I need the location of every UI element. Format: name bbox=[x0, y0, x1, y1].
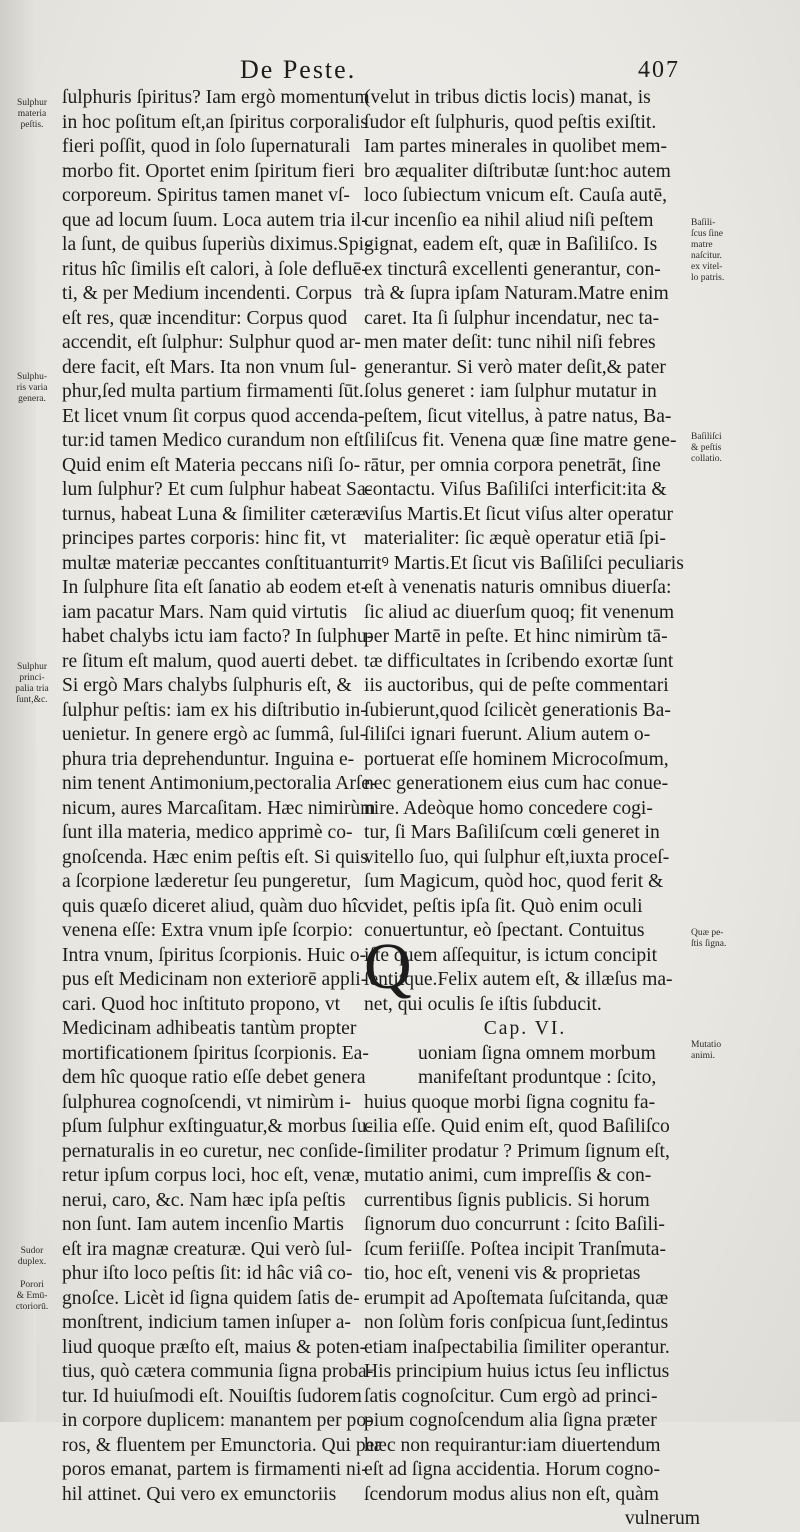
margin-note-left bbox=[6, 1246, 58, 1268]
text-line: ſolus generet : iam ſulphur mutatur in bbox=[364, 381, 657, 402]
text-line: per Martē in peſte. Et hinc nimirùm tā- bbox=[364, 626, 668, 647]
text-line: men mater deſit: tunc nihil niſi febres bbox=[364, 332, 656, 353]
text-line: principes partes corporis: hinc fit, vt bbox=[62, 528, 347, 549]
text-line: ſimiliter prodatur ? Primum ſignum eſt, bbox=[364, 1140, 670, 1162]
text-line: Medicinam adhibeatis tantùm propter bbox=[62, 1018, 357, 1039]
text-line: monſtrent, indicium tamen inſuper a- bbox=[62, 1312, 351, 1333]
text-line: poros emanat, partem is firmamenti ni- bbox=[62, 1459, 368, 1480]
text-line: phura tria deprehenduntur. Inguina e- bbox=[62, 748, 355, 770]
text-line: caret. Ita ſi ſulphur incendatur, nec ta- bbox=[364, 307, 660, 329]
text-line: liud quoque præſto eſt, maius & poten- bbox=[62, 1336, 367, 1358]
text-line: ſulphurea cognoſcendi, vt nimirùm i- bbox=[62, 1091, 351, 1113]
text-line: ti, & per Medium incendenti. Corpus bbox=[62, 283, 353, 304]
text-line: nire. Adeòque homo concedere cogi- bbox=[364, 797, 653, 819]
text-line: phur,ſed multa partium firmamenti ſūt. bbox=[62, 381, 364, 402]
text-line: contactu. Viſus Baſiliſci interficit:ita & bbox=[364, 479, 667, 500]
text-line: conuertuntur, eò ſpectant. Contuitus bbox=[364, 920, 645, 941]
text-line: Si ergò Mars chalybs ſulphuris eſt, & bbox=[62, 675, 352, 696]
text-line: vitello ſuo, qui ſulphur eſt,iuxta proceſ- bbox=[364, 846, 670, 868]
drop-cap-initial: Q bbox=[364, 930, 412, 1003]
catchword: vulnerum bbox=[624, 1508, 700, 1529]
text-line: cari. Quod hoc inſtituto propono, vt bbox=[62, 993, 341, 1015]
text-line: ritus hîc ſimilis eſt calori, à ſole defluē- bbox=[62, 258, 368, 280]
text-line: uoniam ſigna omnem morbum bbox=[418, 1042, 656, 1064]
margin-note-line: duplex. bbox=[17, 1257, 47, 1267]
page-gutter-shadow bbox=[0, 0, 36, 1422]
text-line: habet chalybs ictu iam facto? In ſulphu- bbox=[62, 626, 374, 647]
text-line: ſiliſcus fit. Venena quæ ſine matre gene- bbox=[364, 430, 677, 451]
text-line: phur iſto loco peſtis ſit: id hâc viâ co- bbox=[62, 1263, 353, 1284]
margin-note-line: princi- bbox=[19, 673, 45, 683]
margin-note-line: Sulphur bbox=[16, 98, 48, 108]
right-text-column bbox=[364, 86, 700, 1532]
text-line: Quid enim eſt Materia peccans niſi ſo- bbox=[62, 454, 361, 476]
margin-note-line: materia bbox=[17, 109, 47, 119]
running-header bbox=[240, 54, 680, 86]
margin-note-line: ex vitel- bbox=[691, 262, 723, 272]
text-line: nicum, aures Marcaſitam. Hæc nimirùm bbox=[62, 797, 376, 819]
margin-note-line: Sulphur bbox=[16, 662, 48, 672]
margin-note-line: & peſtis bbox=[691, 443, 722, 453]
text-line: nerui, caro, &c. Nam hæc ipſa peſtis bbox=[62, 1189, 346, 1211]
text-line: eſt res, quæ incenditur: Corpus quod bbox=[62, 307, 348, 329]
text-line: pſum ſulphur exſtinguatur,& morbus ſu- bbox=[62, 1116, 374, 1137]
text-line: tæ difficultates in ſcribendo exortæ ſunt bbox=[364, 650, 674, 672]
text-line: generantur. Si verò mater deſit,& pater bbox=[364, 356, 666, 378]
text-line: eſt ira magnæ creaturæ. Qui verò ſul- bbox=[62, 1238, 353, 1260]
margin-note-line: Baſili- bbox=[691, 218, 716, 228]
text-line: multæ materiæ peccantes conſtituantur. bbox=[62, 552, 369, 574]
text-line: ſiliſci ignari fuerunt. Alium autem o- bbox=[364, 724, 651, 745]
text-line: ſunt illa materia, medico apprimè co- bbox=[62, 822, 353, 843]
text-line: dem hîc quoque ratio eſſe debet genera bbox=[62, 1067, 366, 1088]
text-line: uenietur. In genere ergò ac ſummâ, ſul- bbox=[62, 724, 367, 745]
margin-note-line: ſtis ſigna. bbox=[691, 939, 727, 949]
text-line: tius, quò cætera communia ſigna proba- bbox=[62, 1361, 374, 1382]
text-line: cur incenſio ea nihil aliud niſi peſtem bbox=[364, 209, 654, 231]
text-line: erumpit ad Apoſtemata ſuſcitanda, quæ bbox=[364, 1287, 669, 1309]
text-line: materialiter: ſic æquè operatur etiā ſpi- bbox=[364, 528, 666, 549]
text-line: cilia eſſe. Quid enim eſt, quod Baſiliſco bbox=[364, 1116, 670, 1137]
text-line: pium cognoſcendum alia ſigna præter bbox=[364, 1410, 657, 1431]
margin-note-left bbox=[6, 662, 58, 706]
text-line: net, qui oculis ſe iſtis ſubducit. bbox=[364, 993, 602, 1015]
margin-note-line: Mutatio bbox=[691, 1040, 722, 1050]
margin-note-line: naſcitur. bbox=[691, 251, 722, 261]
text-line: ſic aliud ac diuerſum quoq; fit venenum bbox=[364, 601, 675, 623]
text-line: Intra vnum, ſpiritus ſcorpionis. Huic o- bbox=[62, 944, 367, 966]
text-line: rātur, per omnia corpora penetrāt, ſine bbox=[364, 454, 661, 476]
text-line: tur, ſi Mars Baſiliſcum cœli generet in bbox=[364, 822, 660, 843]
text-line: quis quæſo diceret aliud, quàm duo hîc bbox=[62, 895, 367, 917]
text-line: Iam partes minerales in quolibet mem- bbox=[364, 136, 668, 157]
text-line: (velut in tribus dictis locis) manat, is bbox=[364, 87, 651, 108]
text-line: ex tincturâ excellenti generantur, con- bbox=[364, 258, 661, 280]
text-line: pus eſt Medicinam non exteriorē appli- bbox=[62, 969, 368, 990]
text-line: mortificationem ſpiritus ſcorpionis. Ea- bbox=[62, 1042, 369, 1064]
text-line: ſulphuris ſpiritus? Iam ergò momentum bbox=[62, 87, 370, 108]
text-line: non ſunt. Iam autem incenſio Martis bbox=[62, 1214, 344, 1235]
margin-note-line: & Emū- bbox=[16, 1291, 48, 1301]
margin-note-left bbox=[6, 372, 58, 405]
text-line: ritꝰ Martis.Et ſicut vis Baſiliſci peculiaris bbox=[364, 552, 684, 574]
chapter-heading: Cap. VI. bbox=[483, 1018, 567, 1039]
text-line: iam pacatur Mars. Nam quid virtutis bbox=[62, 601, 348, 623]
text-line: a ſcorpione læderetur ſeu pungeretur, bbox=[62, 871, 352, 892]
margin-note-line: Porori bbox=[20, 1280, 44, 1290]
text-line: In ſulphure ſita eſt ſanatio ab eodem et- bbox=[62, 577, 368, 598]
margin-note-left bbox=[6, 1280, 58, 1313]
text-line: iſte quem aſſequitur, is ictum concipit bbox=[364, 944, 658, 966]
text-line: hil attinet. Qui vero ex emunctoriis bbox=[62, 1483, 337, 1505]
text-line: videt, peſtis ipſa ſit. Quò enim oculi bbox=[364, 895, 643, 917]
margin-note-left bbox=[6, 98, 58, 131]
margin-note-line: collatio. bbox=[691, 454, 722, 464]
text-line: gnoſcenda. Hæc enim peſtis eſt. Si quis bbox=[62, 846, 368, 868]
text-line: que ad locum ſuum. Loca autem tria il- bbox=[62, 209, 368, 231]
text-line: la ſunt, de quibus ſuperiùs diximus.Spi- bbox=[62, 234, 371, 255]
text-line: viſus Martis.Et ſicut viſus alter operatur bbox=[364, 503, 674, 525]
running-title: De Peste. bbox=[240, 55, 357, 84]
text-line: ſulphur peſtis: iam ex his diſtributio in- bbox=[62, 699, 367, 721]
page-number: 407 bbox=[638, 57, 680, 83]
text-line: currentibus ſignis publicis. Si horum bbox=[364, 1189, 650, 1211]
text-line: ſentitque.Felix autem eſt, & illæſus ma- bbox=[364, 969, 673, 990]
text-line: dere facit, eſt Mars. Ita non vnum ſul- bbox=[62, 356, 357, 378]
text-line: pernaturalis in eo curetur, nec conſide- bbox=[62, 1140, 364, 1162]
margin-note-line: Sudor bbox=[20, 1246, 44, 1256]
text-line: turnus, habeat Luna & ſimiliter cæteræ bbox=[62, 503, 366, 525]
text-line: mutatio animi, cum impreſſis & con- bbox=[364, 1165, 652, 1186]
margin-note-right bbox=[691, 432, 791, 465]
text-line: hæc non requirantur:iam diuertendum bbox=[364, 1434, 661, 1456]
text-line: tio, hoc eſt, veneni vis & proprietas bbox=[364, 1263, 641, 1284]
margin-note-line: palia tria bbox=[15, 684, 49, 694]
text-line: ſudor eſt ſulphuris, quod peſtis exiſtit. bbox=[364, 111, 657, 133]
text-line: etiam inaſpectabilia ſimiliter operantur. bbox=[364, 1336, 670, 1358]
text-line: tur:id tamen Medico curandum non eſt. bbox=[62, 430, 369, 451]
text-line: ſubierunt,quod ſcilicèt generationis Ba- bbox=[364, 699, 671, 721]
text-line: in corpore duplicem: manantem per po- bbox=[62, 1410, 373, 1431]
text-line: gignat, eadem eſt, quæ in Baſiliſco. Is bbox=[364, 234, 658, 255]
text-line: tur. Id huiuſmodi eſt. Nouiſtis ſudorem bbox=[62, 1385, 362, 1407]
text-line: huius quoque morbi ſigna cognitu fa- bbox=[364, 1091, 656, 1113]
margin-note-line: animi. bbox=[691, 1051, 716, 1061]
left-text-column bbox=[62, 86, 381, 1507]
text-line: morbo fit. Oportet enim ſpiritum fieri bbox=[62, 160, 355, 182]
text-line: ſcum feriiſſe. Poſtea incipit Tranſmuta- bbox=[364, 1238, 667, 1260]
text-line: gnoſce. Licèt id ſigna quidem ſatis de- bbox=[62, 1287, 360, 1309]
text-line: eſt ad ſigna accidentia. Horum cogno- bbox=[364, 1459, 660, 1480]
margin-note-right bbox=[691, 1040, 791, 1062]
text-line: peſtem, ſicut vitellus, à patre natus, Ba- bbox=[364, 405, 672, 427]
text-line: ros, & fluentem per Emunctoria. Qui per bbox=[62, 1434, 381, 1456]
text-line: non ſolùm foris conſpicua ſunt,ſedintus bbox=[364, 1312, 669, 1333]
text-line: fieri poſſit, quod in ſolo ſupernaturali bbox=[62, 136, 351, 157]
margin-note-line: ſcus ſine bbox=[691, 229, 723, 239]
margin-note-line: ctoriorū. bbox=[15, 1302, 49, 1312]
text-line: ſatis cognoſcitur. Cum ergò ad princi- bbox=[364, 1385, 658, 1407]
text-line: His principium huius ictus ſeu inflictus bbox=[364, 1361, 670, 1382]
text-line: corporeum. Spiritus tamen manet vſ- bbox=[62, 185, 350, 206]
margin-note-line: peſtis. bbox=[20, 120, 44, 130]
margin-note-line: lo patris. bbox=[691, 273, 725, 283]
text-line: venena eſſe: Extra vnum ipſe ſcorpio: bbox=[62, 920, 354, 941]
text-line: bro æqualiter diſtributæ ſunt:hoc autem bbox=[364, 160, 671, 182]
margin-note-line: Sulphu- bbox=[16, 372, 48, 382]
text-line: nec generationem eius cum hac conue- bbox=[364, 773, 669, 794]
margin-note-line: Baſiliſci bbox=[691, 432, 722, 442]
text-line: accendit, eſt ſulphur: Sulphur quod ar- bbox=[62, 332, 361, 353]
margin-note-right bbox=[691, 928, 791, 950]
text-line: lum ſulphur? Et cum ſulphur habeat Sa- bbox=[62, 479, 373, 500]
text-line: ſum Magicum, quòd hoc, quod ferit & bbox=[364, 871, 664, 892]
text-line: nim tenent Antimonium,pectoralia Arſe- bbox=[62, 773, 377, 794]
margin-note-line: matre bbox=[691, 240, 713, 250]
text-line: Et licet vnum ſit corpus quod accenda- bbox=[62, 405, 365, 427]
text-line: eſt à venenatis naturis omnibus diuerſa: bbox=[364, 577, 672, 598]
text-line: re ſitum eſt malum, quod auerti debet. bbox=[62, 650, 359, 672]
margin-note-line: ſunt,&c. bbox=[16, 695, 48, 705]
text-line: in hoc poſitum eſt,an ſpiritus corporalis bbox=[62, 111, 368, 133]
margin-note-line: genera. bbox=[18, 394, 46, 404]
margin-note-line: ris varia bbox=[16, 383, 48, 393]
text-line: portuerat eſſe hominem Microcoſmum, bbox=[364, 748, 669, 770]
text-line: trà & ſupra ipſam Naturam.Matre enim bbox=[364, 283, 669, 304]
text-line: loco ſubiectum vnicum eſt. Cauſa autē, bbox=[364, 185, 668, 206]
text-line: ſignorum duo concurrunt : ſcito Baſili- bbox=[364, 1214, 665, 1235]
margin-note-right bbox=[691, 218, 791, 284]
text-line: ſcendorum modus alius non eſt, quàm bbox=[364, 1483, 659, 1505]
margin-note-line: Quæ pe- bbox=[691, 928, 724, 938]
text-line: iis auctoribus, qui de peſte commentari bbox=[364, 675, 669, 696]
text-line: retur ipſum corpus loci, hoc eſt, venæ, bbox=[62, 1165, 360, 1186]
text-line: manifeſtant produntque : ſcito, bbox=[418, 1067, 657, 1088]
